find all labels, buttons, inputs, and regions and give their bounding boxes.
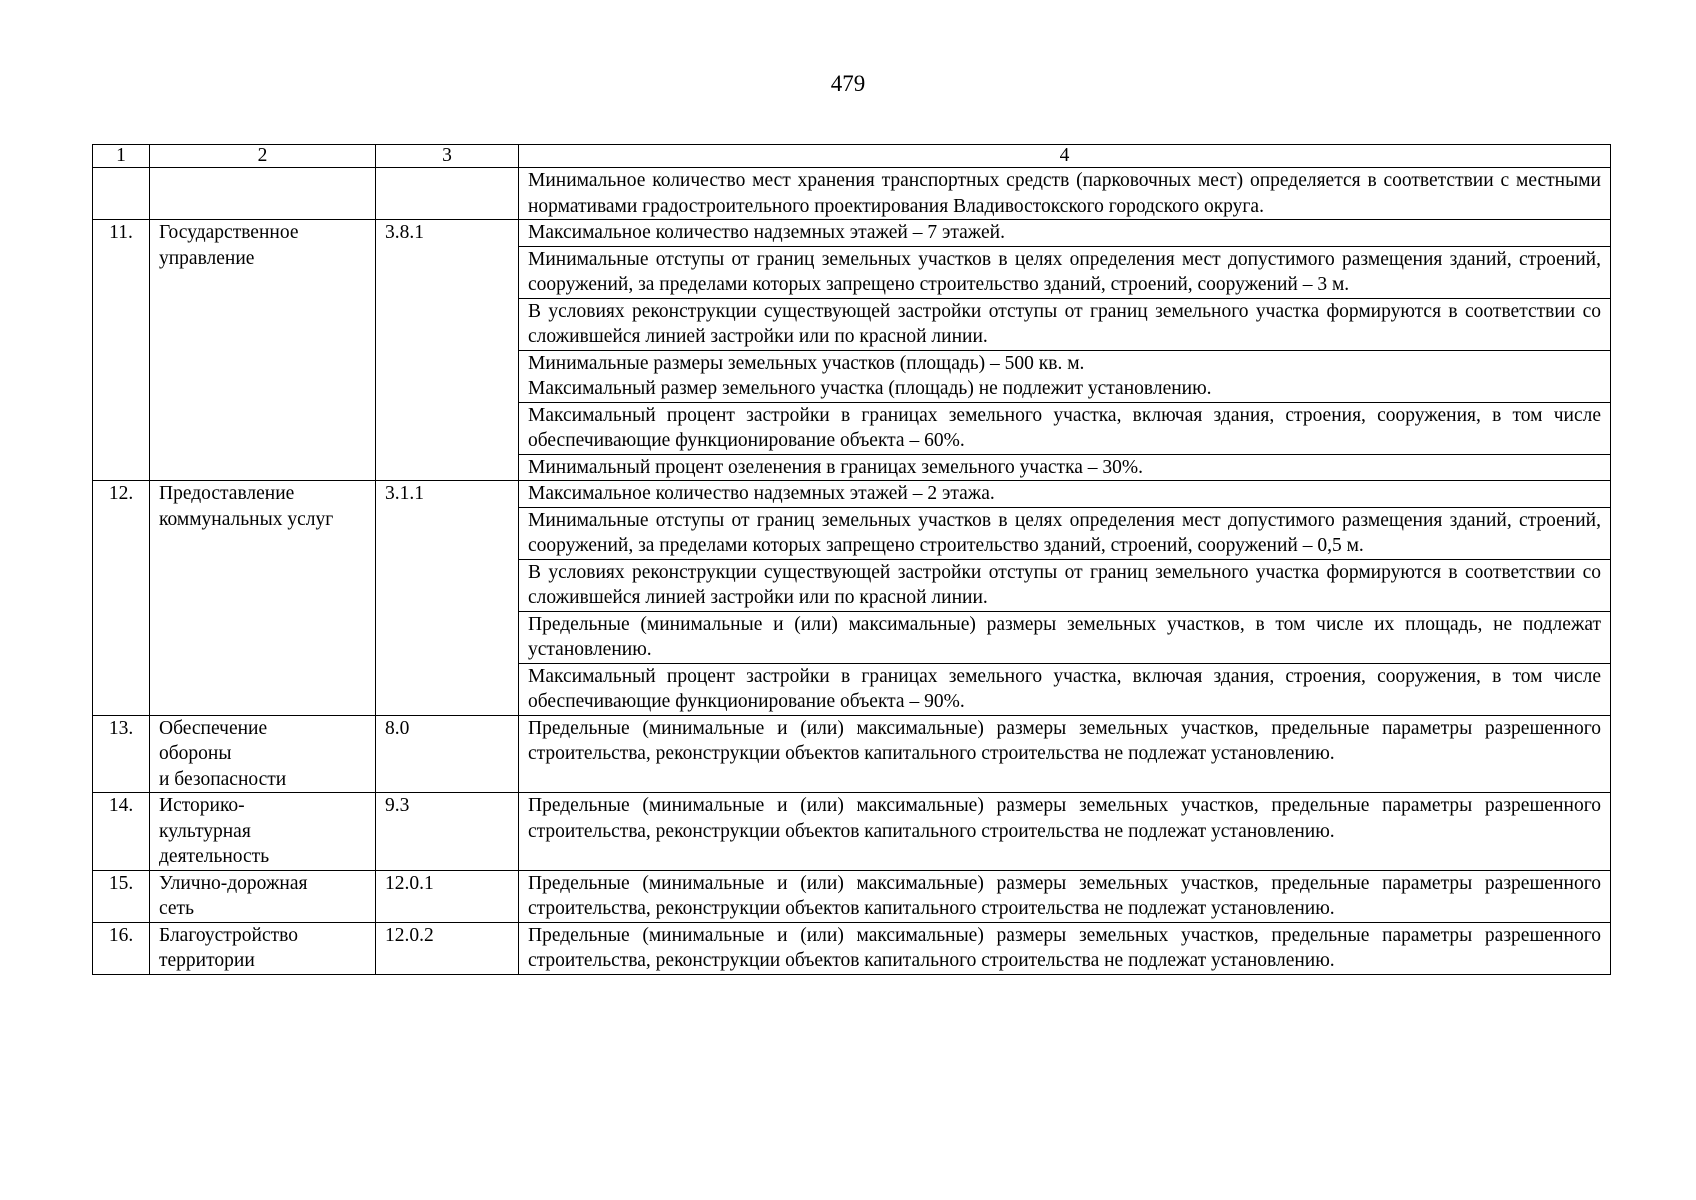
param-line: Минимальные размеры земельных участков (площадь) – 500 кв. м. — [528, 352, 1085, 374]
cell-param: Максимальное количество надземных этажей – 2 этажа. — [519, 481, 1611, 508]
cell-param: В условиях реконструкции существующей застройки отступы от границ земельного участка формируются в соответствии со сложившейся линией застройки или по красной линии. — [519, 298, 1611, 350]
cell-code-empty — [376, 168, 519, 220]
cell-param: Минимальное количество мест хранения транспортных средств (парковочных мест) определяется в соответствии с местными нормативами градостроительного проектирования Владивостокского городского округа. — [519, 168, 1611, 220]
cell-param: Минимальный процент озеленения в границах земельного участка – 30%. — [519, 454, 1611, 481]
cell-code: 12.0.1 — [376, 870, 519, 922]
name-line: Улично-дорожная — [159, 872, 308, 894]
table-row-16 — [93, 922, 1611, 974]
table-row-11 — [93, 220, 1611, 247]
cell-name-empty — [150, 168, 376, 220]
cell-num: 14. — [93, 793, 150, 871]
cell-param: Максимальный процент застройки в границах земельного участка, включая здания, строения, сооружения, в том числе обеспечивающие функционирование объекта – 90%. — [519, 663, 1611, 715]
cell-name — [150, 793, 376, 871]
cell-code: 12.0.2 — [376, 922, 519, 974]
table-row-12 — [93, 481, 1611, 508]
name-line: Историко- — [159, 795, 245, 816]
cell-name — [150, 715, 376, 793]
cell-param: Предельные (минимальные и (или) максимальные) размеры земельных участков, предельные параметры разрешенного строительства, реконструкции объектов капитального строительства не подлежат установлению. — [519, 715, 1611, 793]
column-header-1: 1 — [93, 145, 150, 168]
name-line: территории — [159, 950, 255, 971]
column-header-4: 4 — [519, 145, 1611, 168]
cell-num: 12. — [93, 481, 150, 716]
name-line: деятельность — [159, 846, 270, 867]
cell-param: Предельные (минимальные и (или) максимальные) размеры земельных участков, предельные параметры разрешенного строительства, реконструкции объектов капитального строительства не подлежат установлению. — [519, 793, 1611, 871]
zoning-parameters-table — [92, 144, 1611, 975]
cell-num-empty — [93, 168, 150, 220]
cell-name — [150, 922, 376, 974]
column-header-2: 2 — [150, 145, 376, 168]
name-line: Обеспечение — [159, 717, 268, 739]
cell-num: 11. — [93, 220, 150, 481]
table-row-13 — [93, 715, 1611, 793]
cell-name — [150, 870, 376, 922]
page-number: 479 — [830, 71, 866, 96]
cell-param: Максимальный процент застройки в границах земельного участка, включая здания, строения, сооружения, в том числе обеспечивающие функционирование объекта – 60%. — [519, 402, 1611, 454]
cell-code: 9.3 — [376, 793, 519, 871]
cell-param: В условиях реконструкции существующей застройки отступы от границ земельного участка формируются в соответствии со сложившейся линией застройки или по красной линии. — [519, 559, 1611, 611]
cell-num: 15. — [93, 870, 150, 922]
cell-name: Предоставление коммунальных услуг — [150, 481, 376, 716]
cell-code: 8.0 — [376, 715, 519, 793]
cell-num: 13. — [93, 715, 150, 793]
name-line: Благоустройство — [159, 924, 298, 946]
cell-param-multi — [519, 350, 1611, 402]
cell-param: Минимальные отступы от границ земельных участков в целях определения мест допустимого размещения зданий, строений, сооружений, за пределами которых запрещено строительство зданий, строений, сооружений – 0,5 м. — [519, 507, 1611, 559]
cell-name: Государственное управление — [150, 220, 376, 481]
name-line: и безопасности — [159, 768, 287, 790]
param-line: Максимальный размер земельного участка (площадь) не подлежит установлению. — [528, 378, 1212, 399]
name-line: культурная — [159, 820, 251, 842]
cell-param: Максимальное количество надземных этажей – 7 этажей. — [519, 220, 1611, 247]
name-line: обороны — [159, 743, 232, 764]
cell-param: Предельные (минимальные и (или) максимальные) размеры земельных участков, предельные параметры разрешенного строительства, реконструкции объектов капитального строительства не подлежат установлению. — [519, 922, 1611, 974]
cell-param: Предельные (минимальные и (или) максимальные) размеры земельных участков, предельные параметры разрешенного строительства, реконструкции объектов капитального строительства не подлежат установлению. — [519, 870, 1611, 922]
cell-param: Предельные (минимальные и (или) максимальные) размеры земельных участков, в том числе их площадь, не подлежат установлению. — [519, 611, 1611, 663]
cell-code: 3.8.1 — [376, 220, 519, 481]
table-row-14 — [93, 793, 1611, 871]
table-row-continuation — [93, 168, 1611, 220]
cell-num: 16. — [93, 922, 150, 974]
column-header-3: 3 — [376, 145, 519, 168]
cell-param: Минимальные отступы от границ земельных участков в целях определения мест допустимого размещения зданий, строений, сооружений, за пределами которых запрещено строительство зданий, строений, сооружений – 3 м. — [519, 246, 1611, 298]
name-line: сеть — [159, 898, 194, 919]
cell-code: 3.1.1 — [376, 481, 519, 716]
table-row-15 — [93, 870, 1611, 922]
table-header-row — [93, 145, 1611, 168]
